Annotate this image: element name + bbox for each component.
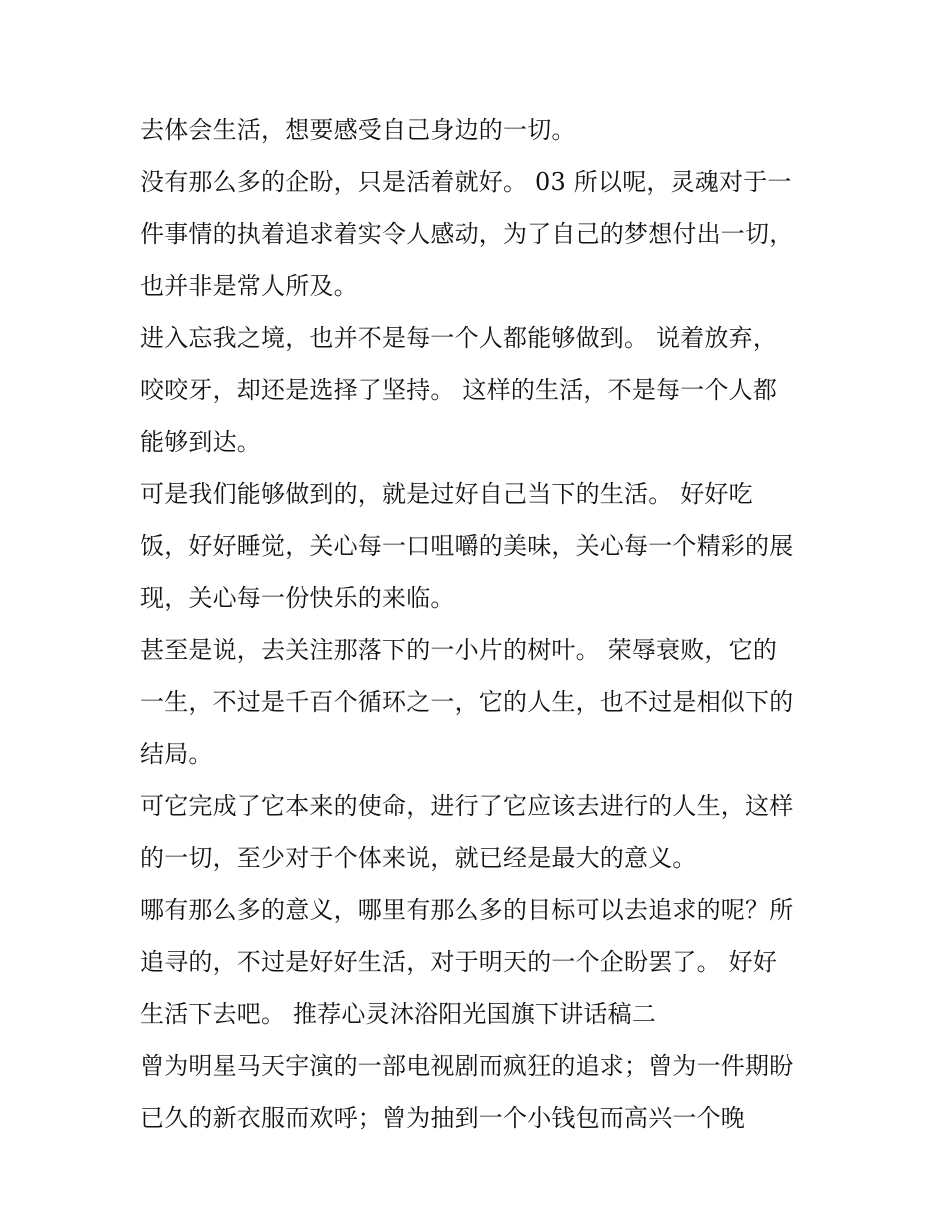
text-line: 进入忘我之境，也并不是每一个人都能够做到。 说着放弃， — [140, 324, 778, 352]
text-line: 件事情的执着追求着实令人感动，为了自己的梦想付出一切， — [140, 220, 794, 248]
text-line: 一生，不过是千百个循环之一，它的人生，也不过是相似下的 — [140, 688, 794, 716]
text-line: 没有那么多的企盼，只是活着就好。 03 所以呢，灵魂对于一 — [140, 168, 792, 196]
text-line: 去体会生活，想要感受自己身边的一切。 — [140, 116, 576, 144]
text-line: 追寻的，不过是好好生活，对于明天的一个企盼罢了。 好好 — [140, 948, 778, 976]
text-line: 的一切，至少对于个体来说，就已经是最大的意义。 — [140, 844, 697, 872]
text-line: 能够到达。 — [140, 428, 261, 456]
text-line: 已久的新衣服而欢呼；曾为抽到一个小钱包而高兴一个晚 — [140, 1104, 745, 1132]
text-line: 哪有那么多的意义，哪里有那么多的目标可以去追求的呢？所 — [140, 896, 794, 924]
text-line: 曾为明星马天宇演的一部电视剧而疯狂的追求；曾为一件期盼 — [140, 1052, 794, 1080]
text-line: 可是我们能够做到的，就是过好自己当下的生活。 好好吃 — [140, 480, 753, 508]
text-line: 现，关心每一份快乐的来临。 — [140, 584, 455, 612]
text-line: 可它完成了它本来的使命，进行了它应该去进行的人生，这样 — [140, 792, 794, 820]
text-line: 甚至是说，去关注那落下的一小片的树叶。 荣辱衰败，它的 — [140, 636, 778, 664]
text-line: 生活下去吧。 推荐心灵沐浴阳光国旗下讲话稿二 — [140, 1000, 657, 1028]
text-line: 咬咬牙，却还是选择了坚持。 这样的生活，不是每一个人都 — [140, 376, 778, 404]
text-line: 饭，好好睡觉，关心每一口咀嚼的美味，关心每一个精彩的展 — [140, 532, 794, 560]
text-line: 结局。 — [140, 740, 213, 768]
text-line: 也并非是常人所及。 — [140, 272, 358, 300]
